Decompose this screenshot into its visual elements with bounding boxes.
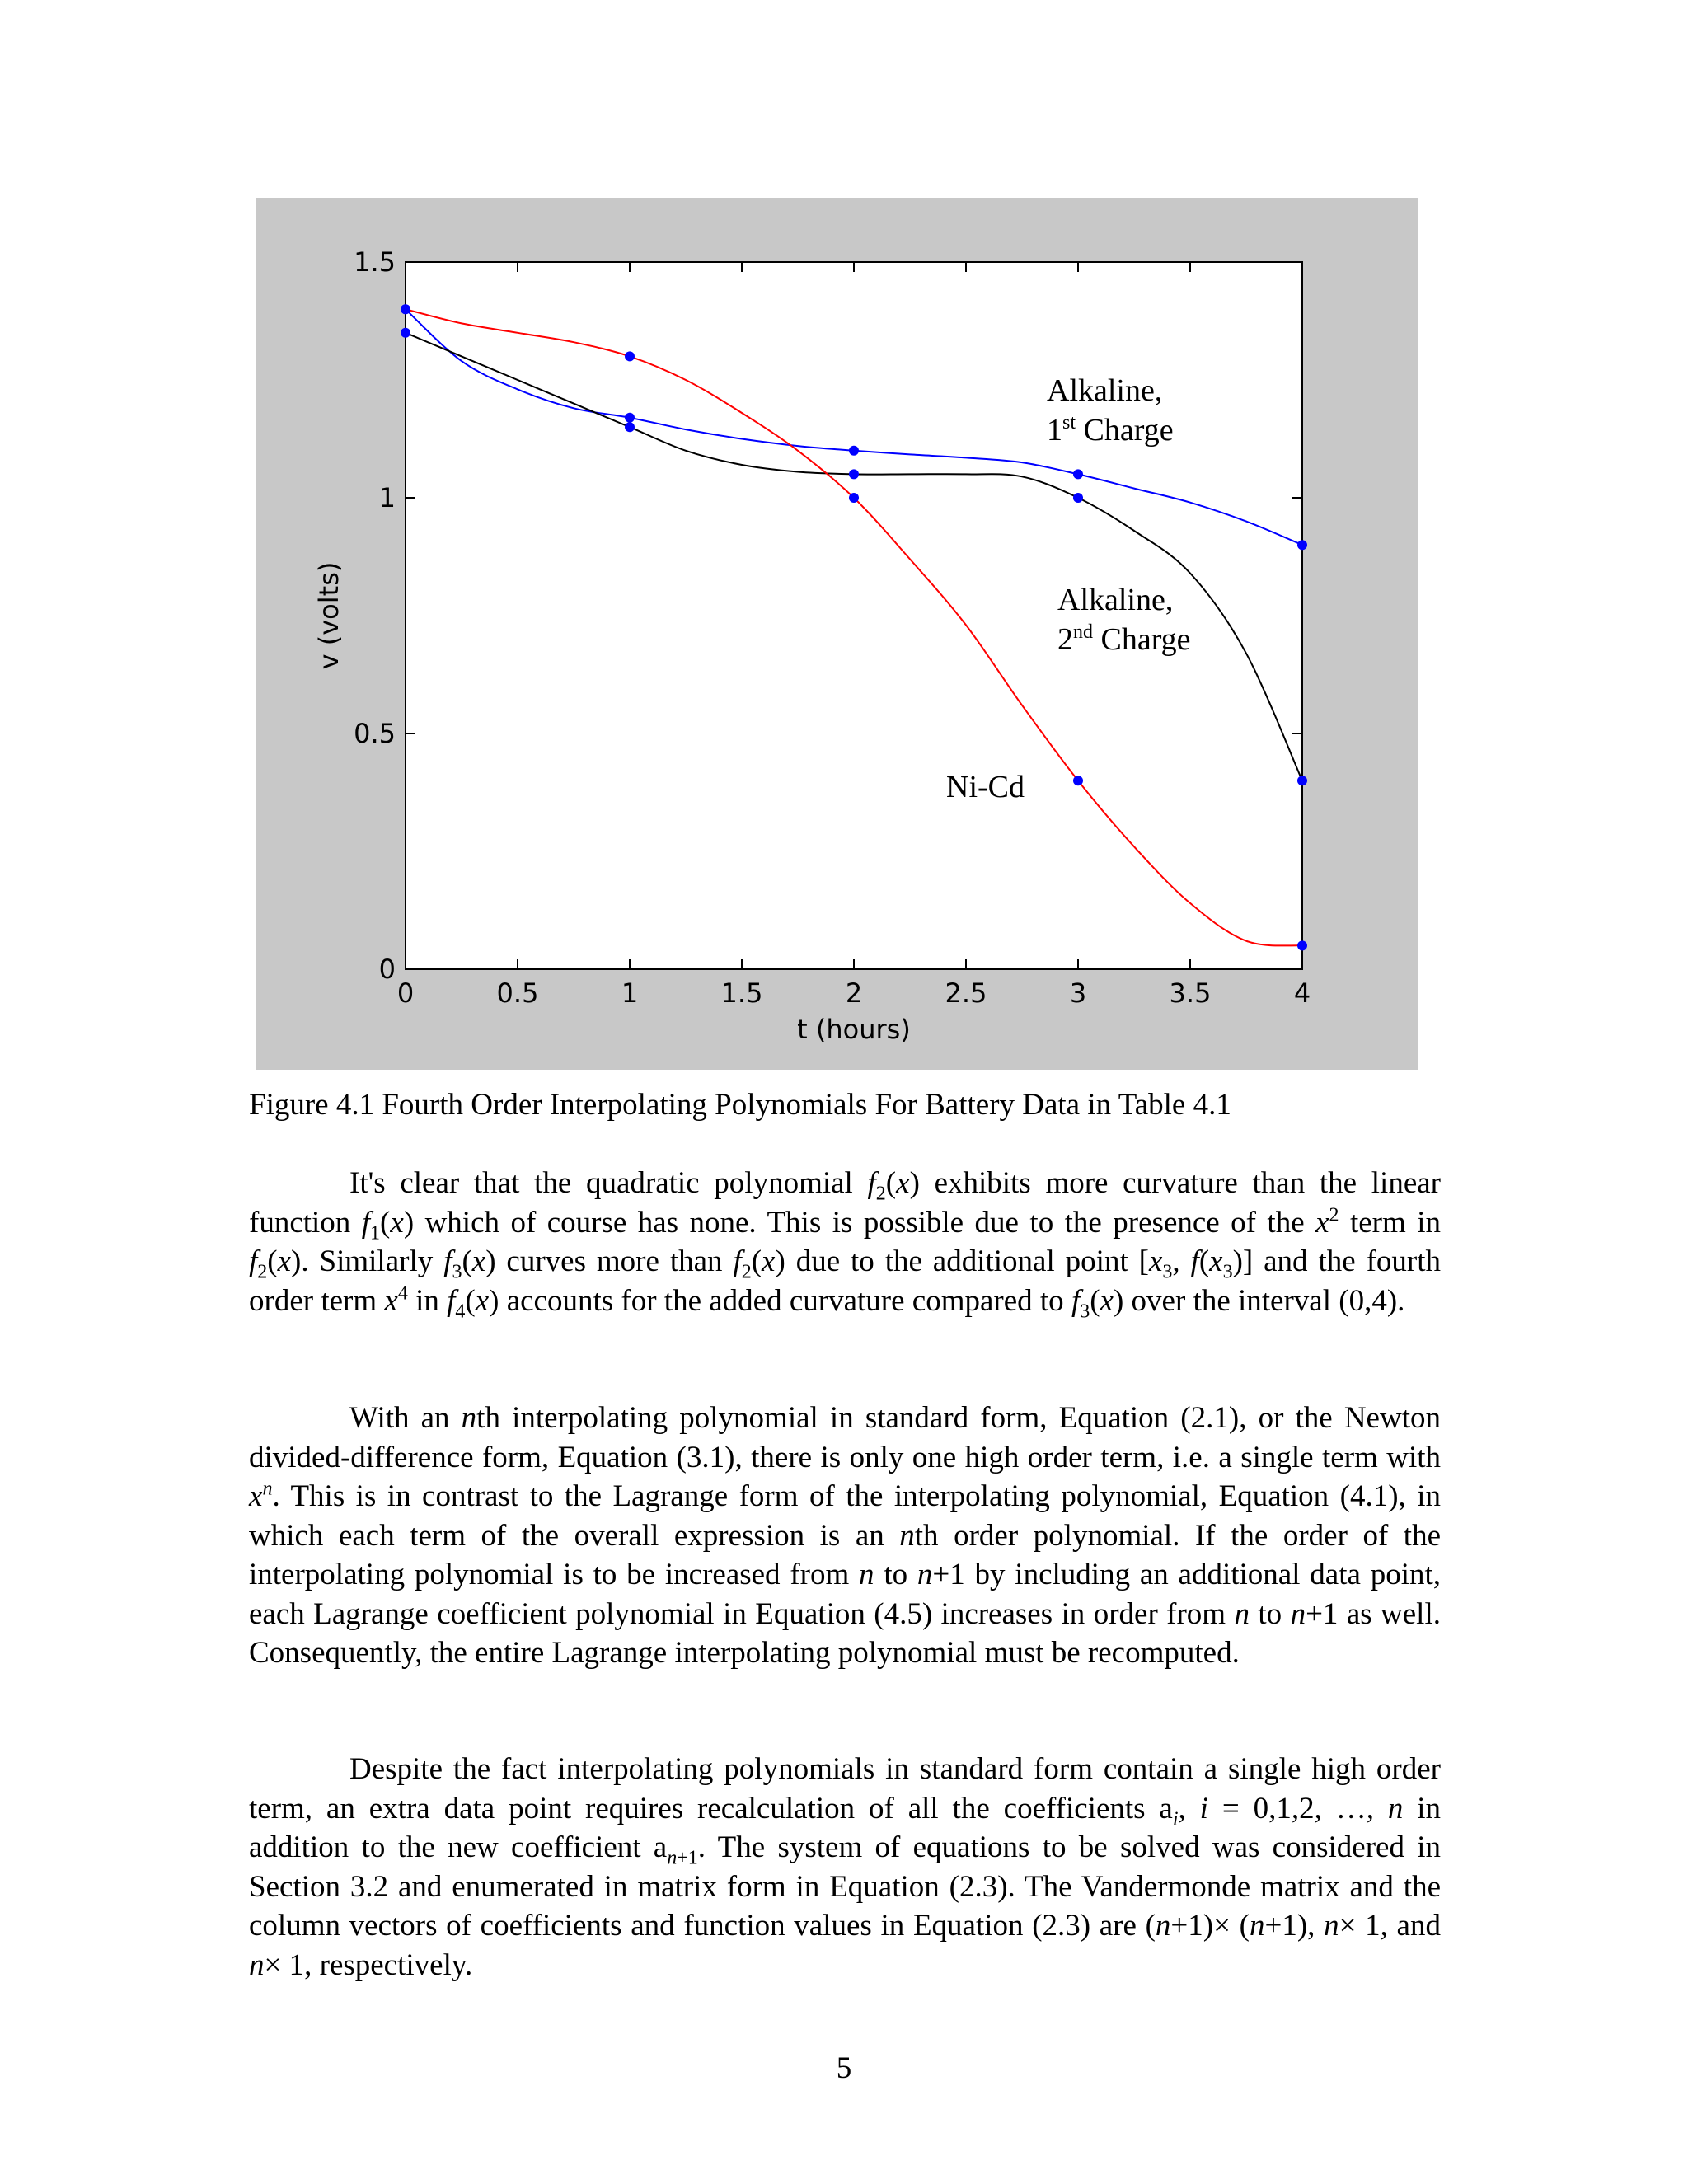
annotation-alkaline-2nd-line1: Alkaline, bbox=[1057, 583, 1174, 617]
battery-chart bbox=[256, 198, 1418, 1070]
x-tick-label: 3.5 bbox=[1169, 977, 1212, 1009]
y-tick-label: 0.5 bbox=[354, 718, 396, 749]
x-tick-label: 2.5 bbox=[945, 977, 987, 1009]
x-tick-label: 0 bbox=[396, 977, 415, 1009]
series-alkaline-1st-point bbox=[1073, 469, 1083, 479]
series-alkaline-2nd-point bbox=[625, 422, 635, 432]
series-nicd-point bbox=[625, 351, 635, 361]
series-alkaline-1st-point bbox=[849, 446, 859, 456]
series-alkaline-2nd-point bbox=[1297, 776, 1307, 785]
figure-caption: Figure 4.1 Fourth Order Interpolating Polynomials For Battery Data in Table 4.1 bbox=[249, 1088, 1231, 1122]
x-tick-label: 0.5 bbox=[496, 977, 539, 1009]
annotation-alkaline-2nd-line2: 2 bbox=[1057, 622, 1073, 657]
series-alkaline-2nd-point bbox=[849, 469, 859, 479]
annotation-nicd: Ni-Cd bbox=[946, 770, 1025, 804]
y-tick-label: 1 bbox=[378, 482, 396, 513]
series-alkaline-1st-point bbox=[625, 413, 635, 423]
y-tick-label: 0 bbox=[378, 954, 396, 985]
series-nicd-point bbox=[1297, 940, 1307, 950]
paragraph-2: With an nth interpolating polynomial in standard form, Equation (2.1), or the Newton divided-difference form, Equation (3.1), there is only one high order term, i.e. a single term with $x^n$. This is in contrast to the Lagrange form of the interpolating polynomial, Equation (4.1), in which each term of the overall expression is an nth order polynomial. If the order of the interpolating polynomial is to be increased from n to n+1 by including an additional data point, each Lagrange coefficient polynomial in Equation (4.5) increases in order from n to n+1 as well. Consequently, the entire Lagrange interpolating polynomial must be recomputed. bbox=[249, 1401, 1442, 1670]
annotation-alkaline-1st-sup: st bbox=[1062, 412, 1076, 434]
paragraph-1: It's clear that the quadratic polynomial $f_2(x)$ exhibits more curvature than the linear function $f_1(x)$ which of course has none. This is possible due to the presence of the $x^2$ term in $f_2(x)$. Similarly $f_3(x)$ curves more than $f_2(x)$ due to the additional point [$x_3$, $f(x_3)$] and the fourth order term $x^4$ in $f_4(x)$ accounts for the added curvature compared to $f_3(x)$ over the interval (0,4). bbox=[249, 1166, 1441, 1322]
annotation-alkaline-1st-line1: Alkaline, bbox=[1047, 373, 1163, 408]
paragraph-3: Despite the fact interpolating polynomials in standard form contain a single high order term, an extra data point requires recalculation of all the coefficients $a_i$, i = 0,1,2, …, n in addition to the new coefficient $a_{n+1}$. The system of equations to be solved was considered in Section 3.2 and enumerated in matrix form in Equation (2.3). The Vandermonde matrix and the column vectors of coefficients and function values in Equation (2.3) are (n+1)× (n+1), n× 1, and n× 1, respectively. bbox=[249, 1752, 1442, 1982]
annotation-alkaline-1st-rest: Charge bbox=[1076, 413, 1174, 448]
x-tick-label: 2 bbox=[845, 977, 863, 1009]
annotation-alkaline-2nd-sup: nd bbox=[1073, 621, 1093, 643]
annotation-alkaline-2nd-rest: Charge bbox=[1093, 622, 1191, 657]
y-tick-label: 1.5 bbox=[354, 246, 396, 278]
series-alkaline-2nd-point bbox=[401, 328, 410, 338]
x-tick-label: 4 bbox=[1293, 977, 1311, 1009]
series-nicd-point bbox=[1073, 776, 1083, 785]
battery-chart-figure bbox=[256, 198, 1418, 1070]
x-tick-label: 1 bbox=[621, 977, 639, 1009]
series-nicd-point bbox=[401, 304, 410, 314]
page-number: 5 bbox=[836, 2051, 852, 2085]
x-tick-label: 3 bbox=[1069, 977, 1087, 1009]
x-tick-label: 1.5 bbox=[720, 977, 763, 1009]
y-axis-label: v (volts) bbox=[313, 561, 345, 670]
annotation-alkaline-1st-line2: 1 bbox=[1047, 413, 1062, 448]
series-alkaline-1st-point bbox=[1297, 540, 1307, 550]
series-alkaline-2nd-point bbox=[1073, 493, 1083, 503]
x-axis-label: t (hours) bbox=[797, 1014, 911, 1045]
series-nicd-point bbox=[849, 493, 859, 503]
